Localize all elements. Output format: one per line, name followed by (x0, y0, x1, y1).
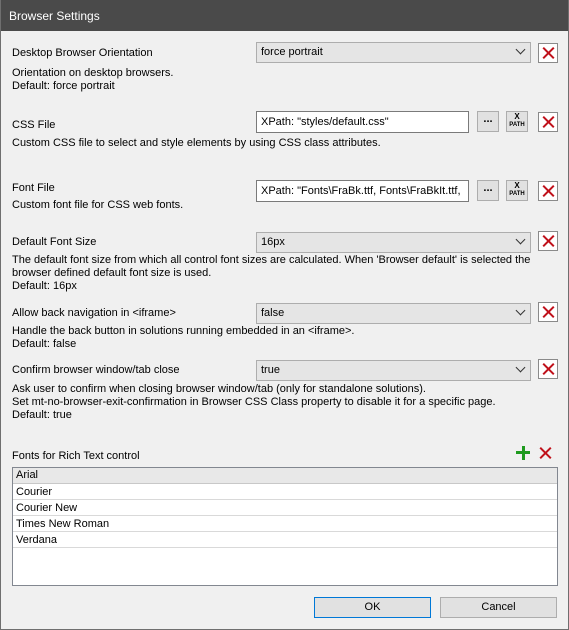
orientation-select-value: force portrait (261, 46, 323, 58)
font-size-description-1: The default font size from which all control font sizes are calculated. When 'Browser default' is selected the (12, 254, 531, 266)
xpath-icon-path: PATH (509, 191, 525, 197)
list-item[interactable]: Times New Roman (13, 516, 557, 532)
font-size-delete-button[interactable] (538, 231, 558, 251)
orientation-select[interactable] (256, 42, 531, 63)
add-font-plus-icon[interactable] (516, 446, 530, 460)
font-file-description: Custom font file for CSS web fonts. (12, 199, 184, 211)
css-file-label: CSS File (12, 119, 56, 131)
chevron-down-icon (516, 306, 526, 316)
confirm-close-delete-button[interactable] (538, 359, 558, 379)
css-file-input[interactable]: XPath: "styles/default.css" (256, 111, 469, 133)
xpath-icon-x: X (514, 181, 520, 190)
back-nav-delete-button[interactable] (538, 302, 558, 322)
orientation-delete-button[interactable] (538, 43, 558, 63)
font-size-default: Default: 16px (12, 280, 77, 292)
font-size-label: Default Font Size (12, 236, 97, 248)
chevron-down-icon (516, 363, 526, 373)
xpath-icon-path: PATH (509, 122, 525, 128)
confirm-close-select[interactable] (256, 360, 531, 381)
back-nav-description: Handle the back button in solutions running embedded in an <iframe>. (12, 325, 355, 337)
font-size-select-value: 16px (261, 236, 285, 248)
window-title: Browser Settings (9, 9, 100, 23)
confirm-close-label: Confirm browser window/tab close (12, 364, 180, 376)
confirm-close-default: Default: true (12, 409, 72, 421)
back-nav-label: Allow back navigation in <iframe> (12, 307, 176, 319)
chevron-down-icon (516, 235, 526, 245)
fonts-listbox[interactable] (12, 467, 558, 586)
dialog-body (1, 31, 568, 629)
confirm-close-select-value: true (261, 364, 280, 376)
window-title-bar[interactable] (0, 0, 569, 31)
fonts-list-label: Fonts for Rich Text control (12, 450, 140, 462)
orientation-default: Default: force portrait (12, 80, 115, 92)
remove-font-x-icon[interactable] (537, 445, 553, 461)
back-nav-default: Default: false (12, 338, 77, 350)
confirm-close-description-2: Set mt-no-browser-exit-confirmation in Browser CSS Class property to disable it for a specific page. (12, 396, 496, 408)
font-file-xpath-button[interactable] (506, 180, 528, 201)
font-size-select[interactable] (256, 232, 531, 253)
css-file-description: Custom CSS file to select and style elements by using CSS class attributes. (12, 137, 381, 149)
orientation-label: Desktop Browser Orientation (12, 47, 153, 59)
xpath-icon-x: X (514, 112, 520, 121)
list-item[interactable]: Courier (13, 484, 557, 500)
css-file-xpath-button[interactable] (506, 111, 528, 132)
orientation-description: Orientation on desktop browsers. (12, 67, 174, 79)
back-nav-select[interactable] (256, 303, 531, 324)
chevron-down-icon (516, 45, 526, 55)
confirm-close-description-1: Ask user to confirm when closing browser window/tab (only for standalone solutions). (12, 383, 426, 395)
cancel-button[interactable]: Cancel (440, 597, 557, 618)
font-file-label: Font File (12, 182, 55, 194)
font-file-browse-button[interactable]: ... (477, 180, 499, 201)
font-size-description-2: browser defined default font size is used. (12, 267, 212, 279)
back-nav-select-value: false (261, 307, 285, 319)
font-file-input[interactable]: XPath: "Fonts\FraBk.ttf, Fonts\FraBkIt.ttf, (256, 180, 469, 202)
font-file-delete-button[interactable] (538, 181, 558, 201)
list-item[interactable]: Verdana (13, 532, 557, 548)
ok-button[interactable]: OK (314, 597, 431, 618)
list-item[interactable]: Courier New (13, 500, 557, 516)
list-item[interactable]: Arial (13, 468, 557, 484)
css-file-delete-button[interactable] (538, 112, 558, 132)
css-file-browse-button[interactable]: ... (477, 111, 499, 132)
